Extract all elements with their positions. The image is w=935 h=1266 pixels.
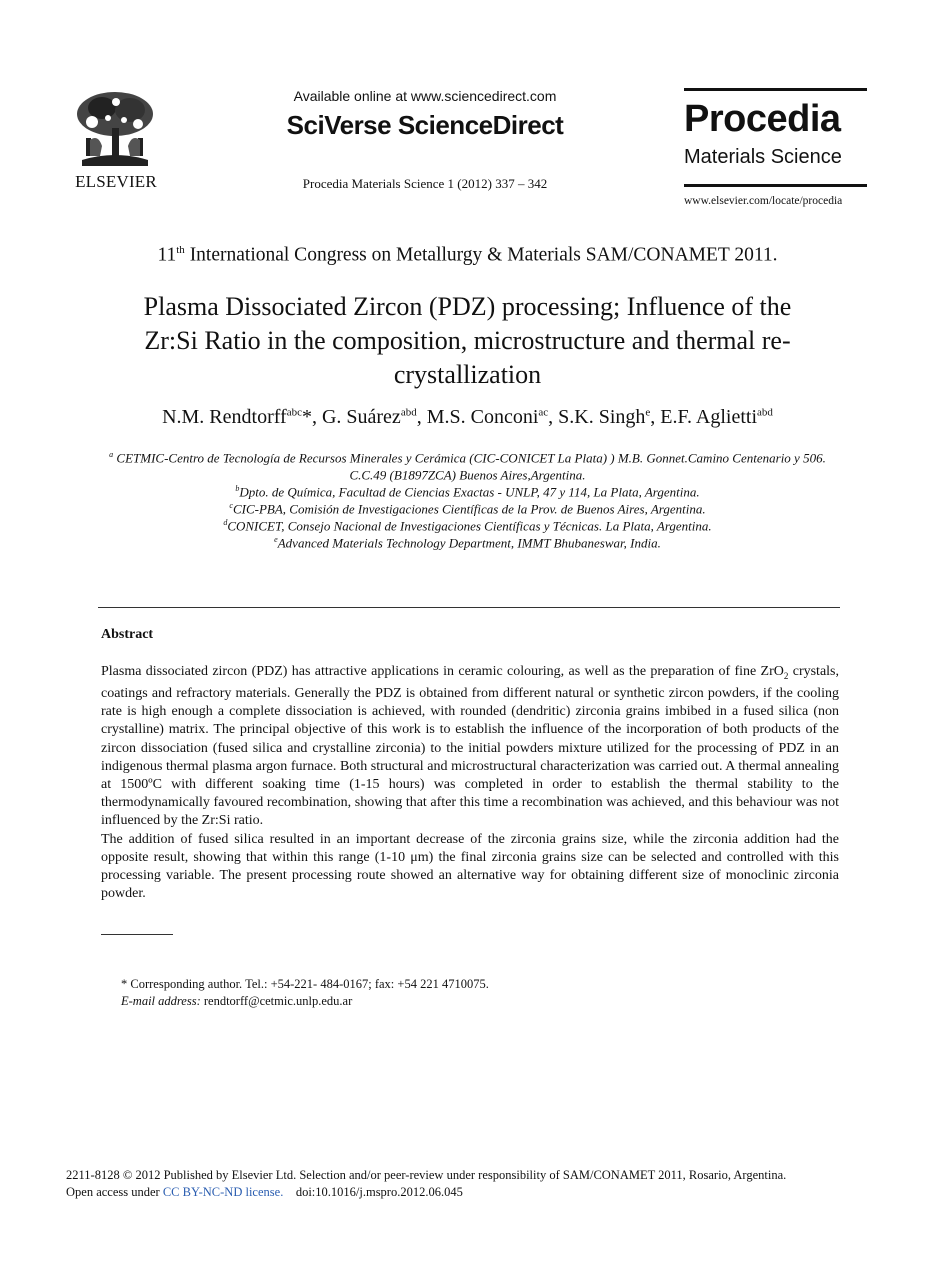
platform-name: SciVerse ScienceDirect — [286, 110, 564, 140]
license-link[interactable]: CC BY-NC-ND license. — [162, 1185, 284, 1199]
affiliation: $^c$CIC-PBA, Comisión de Investigaciones Científicas de la Prov. de Buenos Aires, Argentina. — [229, 501, 706, 517]
author: N.M. Rendtorff$^{abc}$*, — [162, 406, 322, 428]
elsevier-tree-icon — [72, 88, 158, 168]
congress-line: 11th International Congress on Metallurgy & Materials SAM/CONAMET 2011. — [157, 244, 778, 266]
abstract-body — [101, 663, 839, 903]
procedia-logo — [684, 88, 867, 188]
doi: doi:10.1016/j.mspro.2012.06.045 — [283, 1185, 463, 1199]
journal-name: Procedia — [684, 98, 841, 140]
affiliation: $^e$Advanced Materials Technology Department, IMMT Bhubaneswar, India. — [274, 535, 661, 551]
elsevier-logo — [66, 88, 166, 193]
email-note: E-mail address: rendtorff@cetmic.unlp.edu.ar — [121, 994, 353, 1008]
open-access-line: Open access under CC BY-NC-ND license. doi:10.1016/j.mspro.2012.06.045 — [66, 1185, 463, 1199]
journal-subtitle: Materials Science — [684, 146, 842, 168]
affiliation: $^d$CONICET, Consejo Nacional de Investigaciones Científicas y Técnicas. La Plata, Argentina. — [223, 518, 712, 534]
footnote-rule — [101, 934, 173, 935]
title-line: Plasma Dissociated Zircon (PDZ) processing; Influence of the — [143, 292, 792, 321]
corresponding-author-note: * Corresponding author. Tel.: +54-221- 484-0167; fax: +54 221 4710075. — [121, 977, 489, 991]
paper-title — [100, 290, 835, 392]
affiliation: $^b$Dpto. de Química, Facultad de Ciencias Exactas - UNLP, 47 y 114, La Plata, Argentina. — [235, 484, 700, 500]
author-list — [60, 406, 875, 429]
affiliation: $^a$ CETMIC-Centro de Tecnología de Recursos Minerales y Cerámica (CIC-CONICET La Plata) ) M.B. Gonnet.Camino Centenario y 506. — [109, 450, 826, 466]
divider — [98, 607, 840, 608]
affiliation: C.C.49 (B1897ZCA) Buenos Aires,Argentina. — [349, 467, 586, 483]
copyright-line: 2211-8128 © 2012 Published by Elsevier Ltd. Selection and/or peer-review under responsibility of SAM/CONAMET 2011, Rosario, Argentina. — [66, 1168, 787, 1182]
title-line: Zr:Si Ratio in the composition, microstructure and thermal re- — [144, 326, 791, 355]
author: G. Suárez$^{abd}$, — [321, 406, 427, 428]
author: E.F. Aglietti$^{abd}$ — [660, 406, 773, 428]
abstract-heading: Abstract — [101, 627, 154, 642]
available-online: Available online at www.sciencedirect.com — [293, 88, 557, 104]
abstract-paragraph: The addition of fused silica resulted in an important decrease of the zirconia grains size, while the zirconia addition had the opposite result, showing that within this range (1-10 μm) the final zirconia grains size can be selected and controlled with this processing variable. The present processing route showed an alternative way for obtaining different size of monoclinic zirconia powder. — [101, 831, 839, 902]
author: S.K. Singh$^e$, — [558, 406, 661, 428]
author: M.S. Conconi$^{ac}$, — [426, 406, 559, 428]
journal-reference: Procedia Materials Science 1 (2012) 337 – 342 — [302, 176, 548, 191]
publisher-name: ELSEVIER — [75, 172, 157, 191]
abstract-paragraph: Plasma dissociated zircon (PDZ) has attractive applications in ceramic colouring, as well as the preparation of fine ZrO$_2$ crystals, coatings and refractory materials. Generally the PDZ is obtained from different natural or synthetic zircon powders, if the cooling rate is high enough a complete dissociation is achieved, with rounded (dendritic) zirconia grains imbibed in a fused silica (non crystalline) matrix. The principal objective of this work is to establish the influence of the incorporation of both products of the zircon dissociation (fused silica and crystalline zirconia) to the initial powders mixture utilized for the processing of PDZ in an indigenous thermal plasma argon furnace. Both structural and microstructural characterization was carried out. A thermal annealing at 1500ºC with different soaking time (1-15 hours) was completed in order to establish the thermal stability to the thermodynamically favoured recombination, showing that after this time a recombination was achieved, and this behaviour was not influenced by the Zr:Si ratio. — [101, 664, 839, 829]
journal-url: www.elsevier.com/locate/procedia — [684, 195, 843, 207]
title-line: crystallization — [393, 360, 542, 389]
